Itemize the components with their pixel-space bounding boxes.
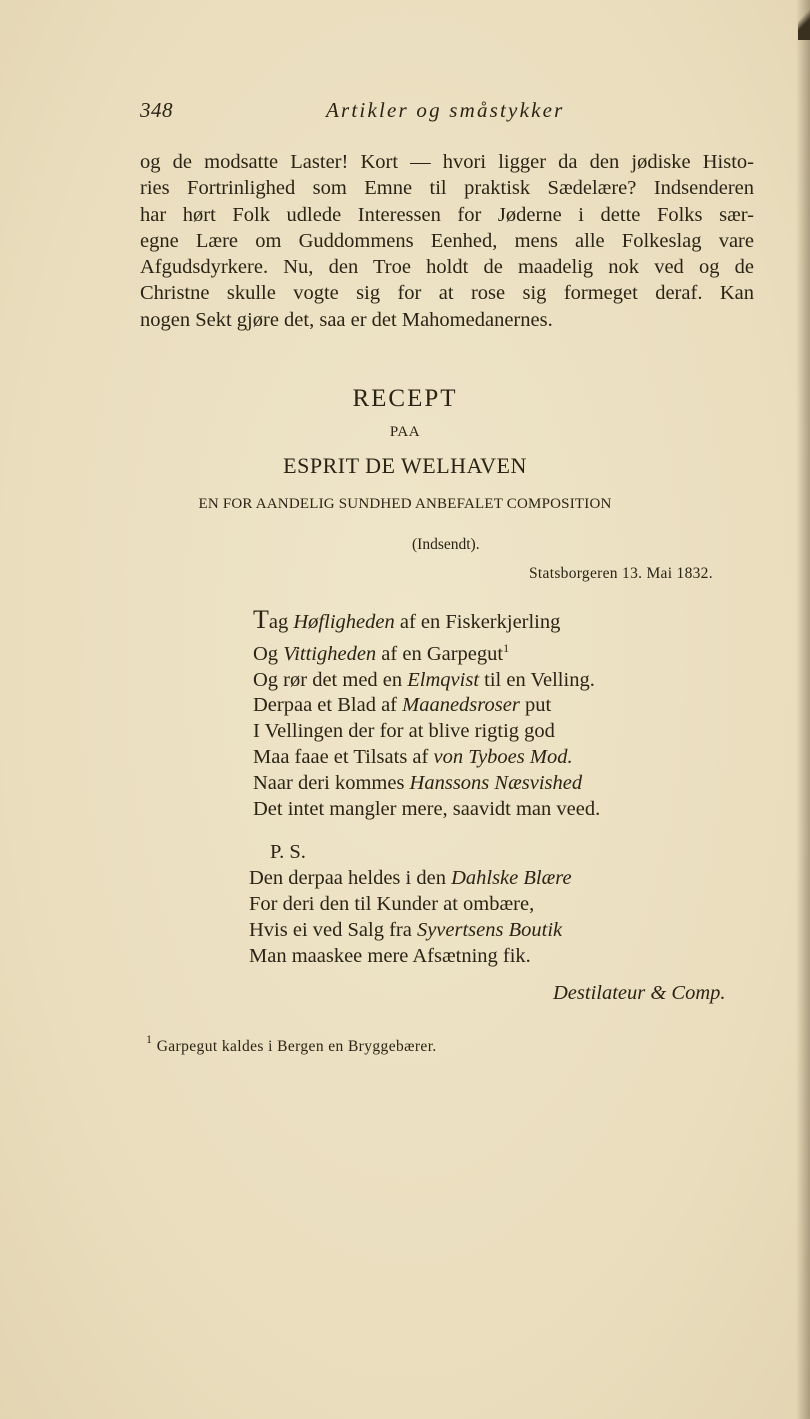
- postscript-line: Man maaskee mere Afsætning fik.: [249, 945, 531, 967]
- body-line: Christne skulle vogte sig for at rose sig formeget deraf. Kan: [140, 282, 754, 305]
- poem-line: Derpaa et Blad af Maanedsroser put: [253, 694, 552, 717]
- footnote-number: 1: [146, 1032, 153, 1046]
- recipe-paa: PAA: [389, 424, 421, 440]
- running-title: Artikler og småstykker: [326, 98, 565, 122]
- poem: [253, 607, 600, 822]
- body-line: og de modsatte Laster! Kort — hvori ligger da den jødiske Histo-: [140, 151, 754, 173]
- page-edge-shadow: [796, 0, 810, 1419]
- footnote-marker: 1: [503, 640, 510, 655]
- page-number: 348: [140, 98, 173, 122]
- postscript-line: For deri den til Kunder at ombære,: [249, 893, 535, 915]
- recipe-subtitle: EN FOR AANDELIG SUNDHED ANBEFALET COMPOSITION: [198, 496, 612, 512]
- poem-line: Og rør det med en Elmqvist til en Velling.: [253, 668, 595, 691]
- body-line: ries Fortrinlighed som Emne til praktisk Sædelære? Indsenderen: [140, 177, 754, 200]
- poem-line: Det intet mangler mere, saavidt man veed.: [253, 797, 601, 820]
- page-header: [140, 98, 752, 128]
- body-line: har hørt Folk udlede Interessen for Jøderne i dette Folks sær-: [140, 203, 754, 226]
- recipe-esprit-heading: ESPRIT DE WELHAVEN: [283, 453, 527, 478]
- poem-line: I Vellingen der for at blive rigtig god: [253, 720, 555, 743]
- postscript: [249, 865, 572, 969]
- recipe-title: RECEPT: [352, 385, 458, 412]
- body-line: egne Lære om Guddommens Eenhed, mens alle Folkeslag vare: [140, 229, 754, 252]
- footnote: [146, 1032, 437, 1056]
- poem-line: Og Vittigheden af en Garpegut$^1$: [253, 640, 510, 665]
- body-paragraph: [140, 149, 754, 333]
- indsendt-note: (Indsendt).: [412, 536, 480, 553]
- signature: Destilateur & Comp.: [553, 982, 726, 1004]
- source-citation: Statsborgeren 13. Mai 1832.: [529, 565, 713, 582]
- footnote-text: Garpegut kaldes i Bergen en Bryggebærer.: [156, 1038, 437, 1055]
- postscript-line: Den derpaa heldes i den Dahlske Blære: [249, 867, 572, 889]
- postscript-label: P. S.: [270, 841, 306, 863]
- poem-line: Maa faae et Tilsats af von Tyboes Mod.: [253, 745, 573, 768]
- page-corner-mark: [798, 0, 810, 40]
- poem-line: Tag Høfligheden af en Fiskerkjerling: [253, 605, 561, 634]
- poem-line: Naar deri kommes Hanssons Næsvished: [253, 771, 583, 794]
- postscript-line: Hvis ei ved Salg fra Syvertsens Boutik: [249, 919, 563, 941]
- body-line: nogen Sekt gjøre det, saa er det Mahomedanernes.: [140, 308, 553, 331]
- body-line: Afgudsdyrkere. Nu, den Troe holdt de maadelig nok ved og de: [140, 256, 754, 279]
